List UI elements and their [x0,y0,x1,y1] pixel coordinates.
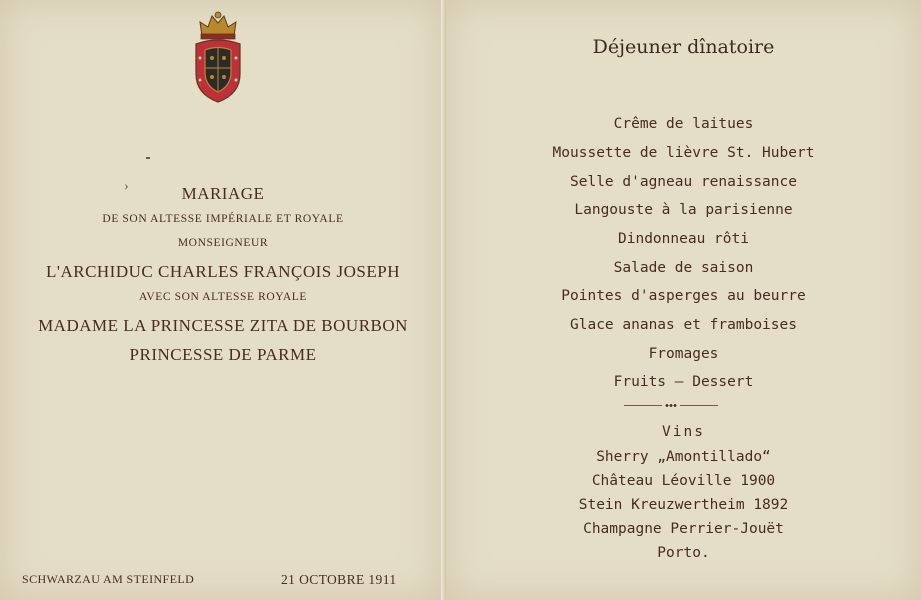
event-place: SCHWARZAU AM STEINFELD [22,572,195,586]
wine-item: Sherry „Amontillado“ [596,449,771,465]
wine-item: Porto. [657,545,710,561]
event-date: 21 OCTOBRE 1911 [281,572,397,587]
ornamental-divider [624,403,718,409]
menu-dish: Dindonneau rôti [618,231,749,247]
menu-dish: Salade de saison [613,260,754,276]
menu-page [446,0,921,600]
ink-mark: › [124,179,129,194]
menu-dish: Pointes d'asperges au beurre [561,288,806,304]
groom-name: L'ARCHIDUC CHARLES FRANÇOIS JOSEPH [46,262,400,281]
announcement-subtitle-1: DE SON ALTESSE IMPÉRIALE ET ROYALE [102,213,344,225]
announcement-subtitle-3: AVEC SON ALTESSE ROYALE [138,291,308,303]
menu-dish: Crême de laitues [613,116,754,132]
announcement-subtitle-2: MONSEIGNEUR [177,237,269,249]
royal-crown-crest-icon [190,10,246,104]
announcement-heading: MARIAGE [181,184,265,203]
menu-dish: Fruits — Dessert [613,374,754,390]
menu-dish: Fromages [648,346,719,362]
wedding-announcement-page [0,0,441,600]
menu-title: Déjeuner dînatoire [592,36,775,58]
ink-dot [146,157,150,159]
bride-title: PRINCESSE DE PARME [129,345,317,364]
wines-heading: Vins [662,424,705,440]
menu-dish: Glace ananas et framboises [570,317,797,333]
wine-item: Champagne Perrier-Jouët [583,521,784,537]
menu-dish: Moussette de lièvre St. Hubert [552,145,815,161]
wine-item: Château Léoville 1900 [591,473,776,489]
bride-name: MADAME LA PRINCESSE ZITA DE BOURBON [38,316,408,335]
menu-dish: Selle d'agneau renaissance [570,174,797,190]
menu-dish: Langouste à la parisienne [574,202,793,218]
wine-item: Stein Kreuzwertheim 1892 [578,497,789,513]
